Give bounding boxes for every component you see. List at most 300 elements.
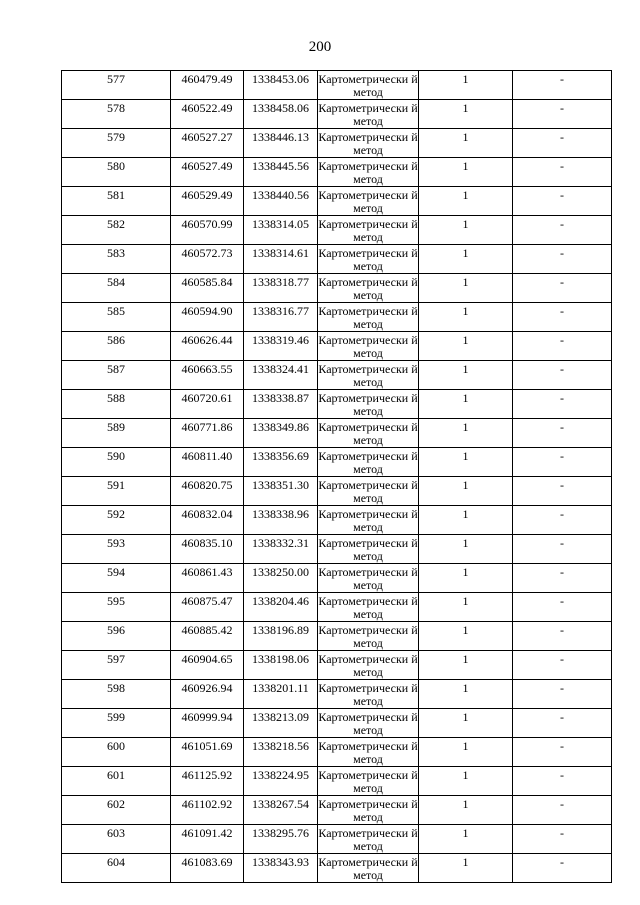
accuracy-cell	[419, 738, 513, 767]
description-cell-text: -	[560, 710, 564, 724]
y-coordinate-cell-text: 1338446.13	[252, 130, 309, 144]
y-coordinate-cell-text: 1338324.41	[252, 362, 309, 376]
point-number-cell	[62, 622, 171, 651]
description-cell	[513, 303, 612, 332]
point-number-cell	[62, 854, 171, 883]
x-coordinate-cell-text: 460885.42	[181, 623, 233, 637]
accuracy-cell-text: 1	[462, 362, 469, 376]
description-cell	[513, 506, 612, 535]
accuracy-cell-text: 1	[462, 681, 469, 695]
x-coordinate-cell-text: 460663.55	[181, 362, 233, 376]
accuracy-cell	[419, 274, 513, 303]
point-number-cell	[62, 825, 171, 854]
accuracy-cell-text: 1	[462, 333, 469, 347]
x-coordinate-cell	[171, 738, 244, 767]
x-coordinate-cell-text: 461091.42	[181, 826, 233, 840]
accuracy-cell-text: 1	[462, 855, 469, 869]
accuracy-cell-text: 1	[462, 710, 469, 724]
method-cell	[318, 361, 419, 390]
point-number-cell	[62, 71, 171, 100]
x-coordinate-cell	[171, 477, 244, 506]
y-coordinate-cell	[244, 274, 318, 303]
method-cell-text: Картометрически й метод	[318, 304, 418, 331]
description-cell	[513, 709, 612, 738]
y-coordinate-cell	[244, 245, 318, 274]
y-coordinate-cell-text: 1338351.30	[252, 478, 309, 492]
description-cell-text: -	[560, 449, 564, 463]
point-number-cell	[62, 448, 171, 477]
method-cell	[318, 245, 419, 274]
accuracy-cell-text: 1	[462, 159, 469, 173]
point-number-cell	[62, 767, 171, 796]
table-row	[62, 738, 612, 767]
method-cell-text: Картометрически й метод	[318, 507, 418, 534]
y-coordinate-cell	[244, 680, 318, 709]
method-cell-text: Картометрически й метод	[318, 681, 418, 708]
table-row	[62, 506, 612, 535]
y-coordinate-cell	[244, 767, 318, 796]
y-coordinate-cell-text: 1338267.54	[252, 797, 309, 811]
table-row	[62, 448, 612, 477]
method-cell	[318, 535, 419, 564]
description-cell-text: -	[560, 246, 564, 260]
description-cell	[513, 390, 612, 419]
y-coordinate-cell	[244, 100, 318, 129]
x-coordinate-cell	[171, 303, 244, 332]
point-number-cell-text: 593	[107, 536, 125, 550]
point-number-cell	[62, 216, 171, 245]
table-row	[62, 535, 612, 564]
x-coordinate-cell	[171, 825, 244, 854]
point-number-cell-text: 587	[107, 362, 125, 376]
method-cell-text: Картометрически й метод	[318, 217, 418, 244]
point-number-cell-text: 602	[107, 797, 125, 811]
description-cell-text: -	[560, 101, 564, 115]
accuracy-cell-text: 1	[462, 739, 469, 753]
y-coordinate-cell-text: 1338213.09	[252, 710, 309, 724]
point-number-cell-text: 595	[107, 594, 125, 608]
x-coordinate-cell-text: 460820.75	[181, 478, 233, 492]
method-cell	[318, 506, 419, 535]
description-cell	[513, 158, 612, 187]
x-coordinate-cell	[171, 506, 244, 535]
y-coordinate-cell-text: 1338196.89	[252, 623, 309, 637]
table-row	[62, 71, 612, 100]
table-row	[62, 477, 612, 506]
point-number-cell-text: 596	[107, 623, 125, 637]
x-coordinate-cell-text: 461102.92	[181, 797, 233, 811]
x-coordinate-cell-text: 460585.84	[181, 275, 233, 289]
description-cell-text: -	[560, 130, 564, 144]
description-cell	[513, 738, 612, 767]
description-cell-text: -	[560, 362, 564, 376]
x-coordinate-cell	[171, 419, 244, 448]
method-cell	[318, 854, 419, 883]
x-coordinate-cell	[171, 158, 244, 187]
table-row	[62, 796, 612, 825]
accuracy-cell	[419, 622, 513, 651]
accuracy-cell	[419, 448, 513, 477]
description-cell	[513, 651, 612, 680]
description-cell	[513, 535, 612, 564]
accuracy-cell	[419, 796, 513, 825]
method-cell-text: Картометрически й метод	[318, 623, 418, 650]
description-cell-text: -	[560, 391, 564, 405]
table-row	[62, 825, 612, 854]
x-coordinate-cell-text: 460771.86	[181, 420, 233, 434]
description-cell	[513, 767, 612, 796]
description-cell-text: -	[560, 623, 564, 637]
method-cell	[318, 709, 419, 738]
description-cell-text: -	[560, 304, 564, 318]
description-cell-text: -	[560, 594, 564, 608]
table-row	[62, 245, 612, 274]
description-cell	[513, 216, 612, 245]
description-cell-text: -	[560, 188, 564, 202]
point-number-cell	[62, 158, 171, 187]
table-row	[62, 100, 612, 129]
accuracy-cell	[419, 651, 513, 680]
point-number-cell-text: 584	[107, 275, 125, 289]
x-coordinate-cell	[171, 680, 244, 709]
y-coordinate-cell	[244, 303, 318, 332]
y-coordinate-cell-text: 1338224.95	[252, 768, 309, 782]
x-coordinate-cell-text: 460835.10	[181, 536, 233, 550]
method-cell-text: Картометрически й метод	[318, 797, 418, 824]
table-row	[62, 767, 612, 796]
y-coordinate-cell-text: 1338201.11	[252, 681, 309, 695]
description-cell-text: -	[560, 333, 564, 347]
x-coordinate-cell	[171, 593, 244, 622]
table-row	[62, 361, 612, 390]
accuracy-cell	[419, 245, 513, 274]
x-coordinate-cell	[171, 854, 244, 883]
description-cell	[513, 245, 612, 274]
point-number-cell-text: 586	[107, 333, 125, 347]
description-cell-text: -	[560, 72, 564, 86]
y-coordinate-cell-text: 1338318.77	[252, 275, 309, 289]
table-row	[62, 593, 612, 622]
table-row	[62, 187, 612, 216]
accuracy-cell	[419, 535, 513, 564]
y-coordinate-cell-text: 1338314.61	[252, 246, 309, 260]
x-coordinate-cell	[171, 187, 244, 216]
accuracy-cell	[419, 332, 513, 361]
description-cell	[513, 332, 612, 361]
accuracy-cell-text: 1	[462, 826, 469, 840]
method-cell-text: Картометрически й метод	[318, 275, 418, 302]
y-coordinate-cell	[244, 129, 318, 158]
point-number-cell	[62, 100, 171, 129]
method-cell	[318, 274, 419, 303]
point-number-cell	[62, 738, 171, 767]
x-coordinate-cell-text: 460572.73	[181, 246, 233, 260]
x-coordinate-cell	[171, 100, 244, 129]
accuracy-cell-text: 1	[462, 565, 469, 579]
x-coordinate-cell-text: 461125.92	[181, 768, 233, 782]
coordinates-table-body	[62, 71, 612, 883]
y-coordinate-cell	[244, 332, 318, 361]
accuracy-cell-text: 1	[462, 217, 469, 231]
point-number-cell-text: 582	[107, 217, 125, 231]
method-cell	[318, 71, 419, 100]
y-coordinate-cell	[244, 825, 318, 854]
accuracy-cell-text: 1	[462, 275, 469, 289]
method-cell	[318, 564, 419, 593]
y-coordinate-cell	[244, 854, 318, 883]
x-coordinate-cell-text: 460926.94	[181, 681, 233, 695]
x-coordinate-cell	[171, 709, 244, 738]
method-cell	[318, 767, 419, 796]
y-coordinate-cell-text: 1338453.06	[252, 72, 309, 86]
point-number-cell	[62, 535, 171, 564]
y-coordinate-cell-text: 1338319.46	[252, 333, 309, 347]
description-cell	[513, 187, 612, 216]
accuracy-cell-text: 1	[462, 391, 469, 405]
table-row	[62, 622, 612, 651]
method-cell	[318, 593, 419, 622]
y-coordinate-cell-text: 1338458.06	[252, 101, 309, 115]
x-coordinate-cell	[171, 216, 244, 245]
table-row	[62, 303, 612, 332]
y-coordinate-cell	[244, 187, 318, 216]
x-coordinate-cell-text: 460522.49	[181, 101, 233, 115]
description-cell-text: -	[560, 275, 564, 289]
method-cell-text: Картометрически й метод	[318, 478, 418, 505]
point-number-cell	[62, 187, 171, 216]
point-number-cell-text: 600	[107, 739, 125, 753]
method-cell-text: Картометрически й метод	[318, 72, 418, 99]
x-coordinate-cell-text: 460594.90	[181, 304, 233, 318]
table-row	[62, 564, 612, 593]
x-coordinate-cell	[171, 71, 244, 100]
y-coordinate-cell	[244, 477, 318, 506]
accuracy-cell	[419, 593, 513, 622]
x-coordinate-cell	[171, 535, 244, 564]
method-cell	[318, 303, 419, 332]
table-row	[62, 680, 612, 709]
y-coordinate-cell	[244, 622, 318, 651]
method-cell-text: Картометрически й метод	[318, 594, 418, 621]
x-coordinate-cell-text: 460875.47	[181, 594, 233, 608]
y-coordinate-cell-text: 1338295.76	[252, 826, 309, 840]
description-cell	[513, 274, 612, 303]
y-coordinate-cell-text: 1338445.56	[252, 159, 309, 173]
method-cell-text: Картометрически й метод	[318, 449, 418, 476]
description-cell-text: -	[560, 478, 564, 492]
point-number-cell	[62, 245, 171, 274]
method-cell	[318, 390, 419, 419]
method-cell-text: Картометрически й метод	[318, 362, 418, 389]
accuracy-cell-text: 1	[462, 449, 469, 463]
x-coordinate-cell-text: 460904.65	[181, 652, 233, 666]
point-number-cell	[62, 564, 171, 593]
accuracy-cell	[419, 477, 513, 506]
description-cell	[513, 622, 612, 651]
point-number-cell	[62, 796, 171, 825]
accuracy-cell-text: 1	[462, 130, 469, 144]
method-cell-text: Картометрически й метод	[318, 826, 418, 853]
x-coordinate-cell-text: 460479.49	[181, 72, 233, 86]
x-coordinate-cell-text: 460811.40	[181, 449, 233, 463]
accuracy-cell-text: 1	[462, 420, 469, 434]
method-cell-text: Картометрически й метод	[318, 188, 418, 215]
method-cell-text: Картометрически й метод	[318, 420, 418, 447]
y-coordinate-cell-text: 1338440.56	[252, 188, 309, 202]
table-row	[62, 390, 612, 419]
description-cell	[513, 419, 612, 448]
method-cell	[318, 448, 419, 477]
x-coordinate-cell-text: 460626.44	[181, 333, 233, 347]
accuracy-cell	[419, 564, 513, 593]
description-cell-text: -	[560, 652, 564, 666]
y-coordinate-cell-text: 1338332.31	[252, 536, 309, 550]
x-coordinate-cell-text: 460527.49	[181, 159, 233, 173]
y-coordinate-cell	[244, 506, 318, 535]
method-cell	[318, 100, 419, 129]
accuracy-cell	[419, 680, 513, 709]
point-number-cell-text: 578	[107, 101, 125, 115]
accuracy-cell-text: 1	[462, 101, 469, 115]
point-number-cell-text: 577	[107, 72, 125, 86]
accuracy-cell	[419, 303, 513, 332]
x-coordinate-cell	[171, 332, 244, 361]
description-cell-text: -	[560, 565, 564, 579]
point-number-cell	[62, 709, 171, 738]
y-coordinate-cell-text: 1338356.69	[252, 449, 309, 463]
accuracy-cell	[419, 100, 513, 129]
point-number-cell-text: 603	[107, 826, 125, 840]
y-coordinate-cell	[244, 71, 318, 100]
description-cell-text: -	[560, 797, 564, 811]
point-number-cell	[62, 651, 171, 680]
y-coordinate-cell-text: 1338218.56	[252, 739, 309, 753]
x-coordinate-cell	[171, 245, 244, 274]
method-cell-text: Картометрически й метод	[318, 855, 418, 882]
table-row	[62, 274, 612, 303]
method-cell	[318, 477, 419, 506]
method-cell	[318, 796, 419, 825]
y-coordinate-cell-text: 1338316.77	[252, 304, 309, 318]
accuracy-cell	[419, 825, 513, 854]
description-cell-text: -	[560, 826, 564, 840]
description-cell	[513, 100, 612, 129]
y-coordinate-cell	[244, 564, 318, 593]
table-row	[62, 651, 612, 680]
description-cell-text: -	[560, 739, 564, 753]
method-cell	[318, 651, 419, 680]
method-cell	[318, 216, 419, 245]
method-cell-text: Картометрически й метод	[318, 246, 418, 273]
point-number-cell-text: 598	[107, 681, 125, 695]
y-coordinate-cell	[244, 651, 318, 680]
point-number-cell	[62, 477, 171, 506]
description-cell	[513, 854, 612, 883]
x-coordinate-cell	[171, 361, 244, 390]
x-coordinate-cell-text: 460570.99	[181, 217, 233, 231]
accuracy-cell	[419, 361, 513, 390]
point-number-cell	[62, 332, 171, 361]
method-cell-text: Картометрически й метод	[318, 565, 418, 592]
point-number-cell-text: 579	[107, 130, 125, 144]
description-cell	[513, 593, 612, 622]
accuracy-cell-text: 1	[462, 768, 469, 782]
description-cell	[513, 825, 612, 854]
y-coordinate-cell	[244, 216, 318, 245]
description-cell-text: -	[560, 536, 564, 550]
point-number-cell	[62, 419, 171, 448]
accuracy-cell	[419, 709, 513, 738]
point-number-cell	[62, 593, 171, 622]
description-cell	[513, 564, 612, 593]
description-cell-text: -	[560, 507, 564, 521]
y-coordinate-cell	[244, 738, 318, 767]
point-number-cell-text: 583	[107, 246, 125, 260]
y-coordinate-cell	[244, 709, 318, 738]
method-cell	[318, 158, 419, 187]
y-coordinate-cell	[244, 796, 318, 825]
point-number-cell	[62, 361, 171, 390]
method-cell	[318, 187, 419, 216]
method-cell-text: Картометрически й метод	[318, 739, 418, 766]
y-coordinate-cell	[244, 390, 318, 419]
accuracy-cell	[419, 854, 513, 883]
description-cell-text: -	[560, 420, 564, 434]
point-number-cell-text: 591	[107, 478, 125, 492]
accuracy-cell-text: 1	[462, 72, 469, 86]
accuracy-cell	[419, 187, 513, 216]
accuracy-cell-text: 1	[462, 304, 469, 318]
method-cell	[318, 129, 419, 158]
description-cell	[513, 680, 612, 709]
description-cell	[513, 448, 612, 477]
point-number-cell	[62, 303, 171, 332]
accuracy-cell-text: 1	[462, 594, 469, 608]
accuracy-cell	[419, 129, 513, 158]
point-number-cell-text: 588	[107, 391, 125, 405]
accuracy-cell-text: 1	[462, 478, 469, 492]
method-cell-text: Картометрически й метод	[318, 333, 418, 360]
y-coordinate-cell	[244, 361, 318, 390]
x-coordinate-cell-text: 460527.27	[181, 130, 233, 144]
method-cell	[318, 680, 419, 709]
y-coordinate-cell-text: 1338343.93	[252, 855, 309, 869]
y-coordinate-cell	[244, 448, 318, 477]
y-coordinate-cell-text: 1338338.87	[252, 391, 309, 405]
point-number-cell-text: 580	[107, 159, 125, 173]
method-cell-text: Картометрически й метод	[318, 710, 418, 737]
point-number-cell-text: 592	[107, 507, 125, 521]
point-number-cell	[62, 680, 171, 709]
table-row	[62, 216, 612, 245]
y-coordinate-cell	[244, 158, 318, 187]
accuracy-cell	[419, 419, 513, 448]
y-coordinate-cell-text: 1338349.86	[252, 420, 309, 434]
method-cell-text: Картометрически й метод	[318, 652, 418, 679]
y-coordinate-cell	[244, 419, 318, 448]
y-coordinate-cell	[244, 593, 318, 622]
table-row	[62, 129, 612, 158]
table-row	[62, 158, 612, 187]
page-number: 200	[308, 39, 332, 55]
method-cell-text: Картометрически й метод	[318, 130, 418, 157]
x-coordinate-cell	[171, 390, 244, 419]
x-coordinate-cell	[171, 651, 244, 680]
y-coordinate-cell	[244, 535, 318, 564]
x-coordinate-cell	[171, 448, 244, 477]
x-coordinate-cell-text: 460832.04	[181, 507, 233, 521]
method-cell	[318, 825, 419, 854]
